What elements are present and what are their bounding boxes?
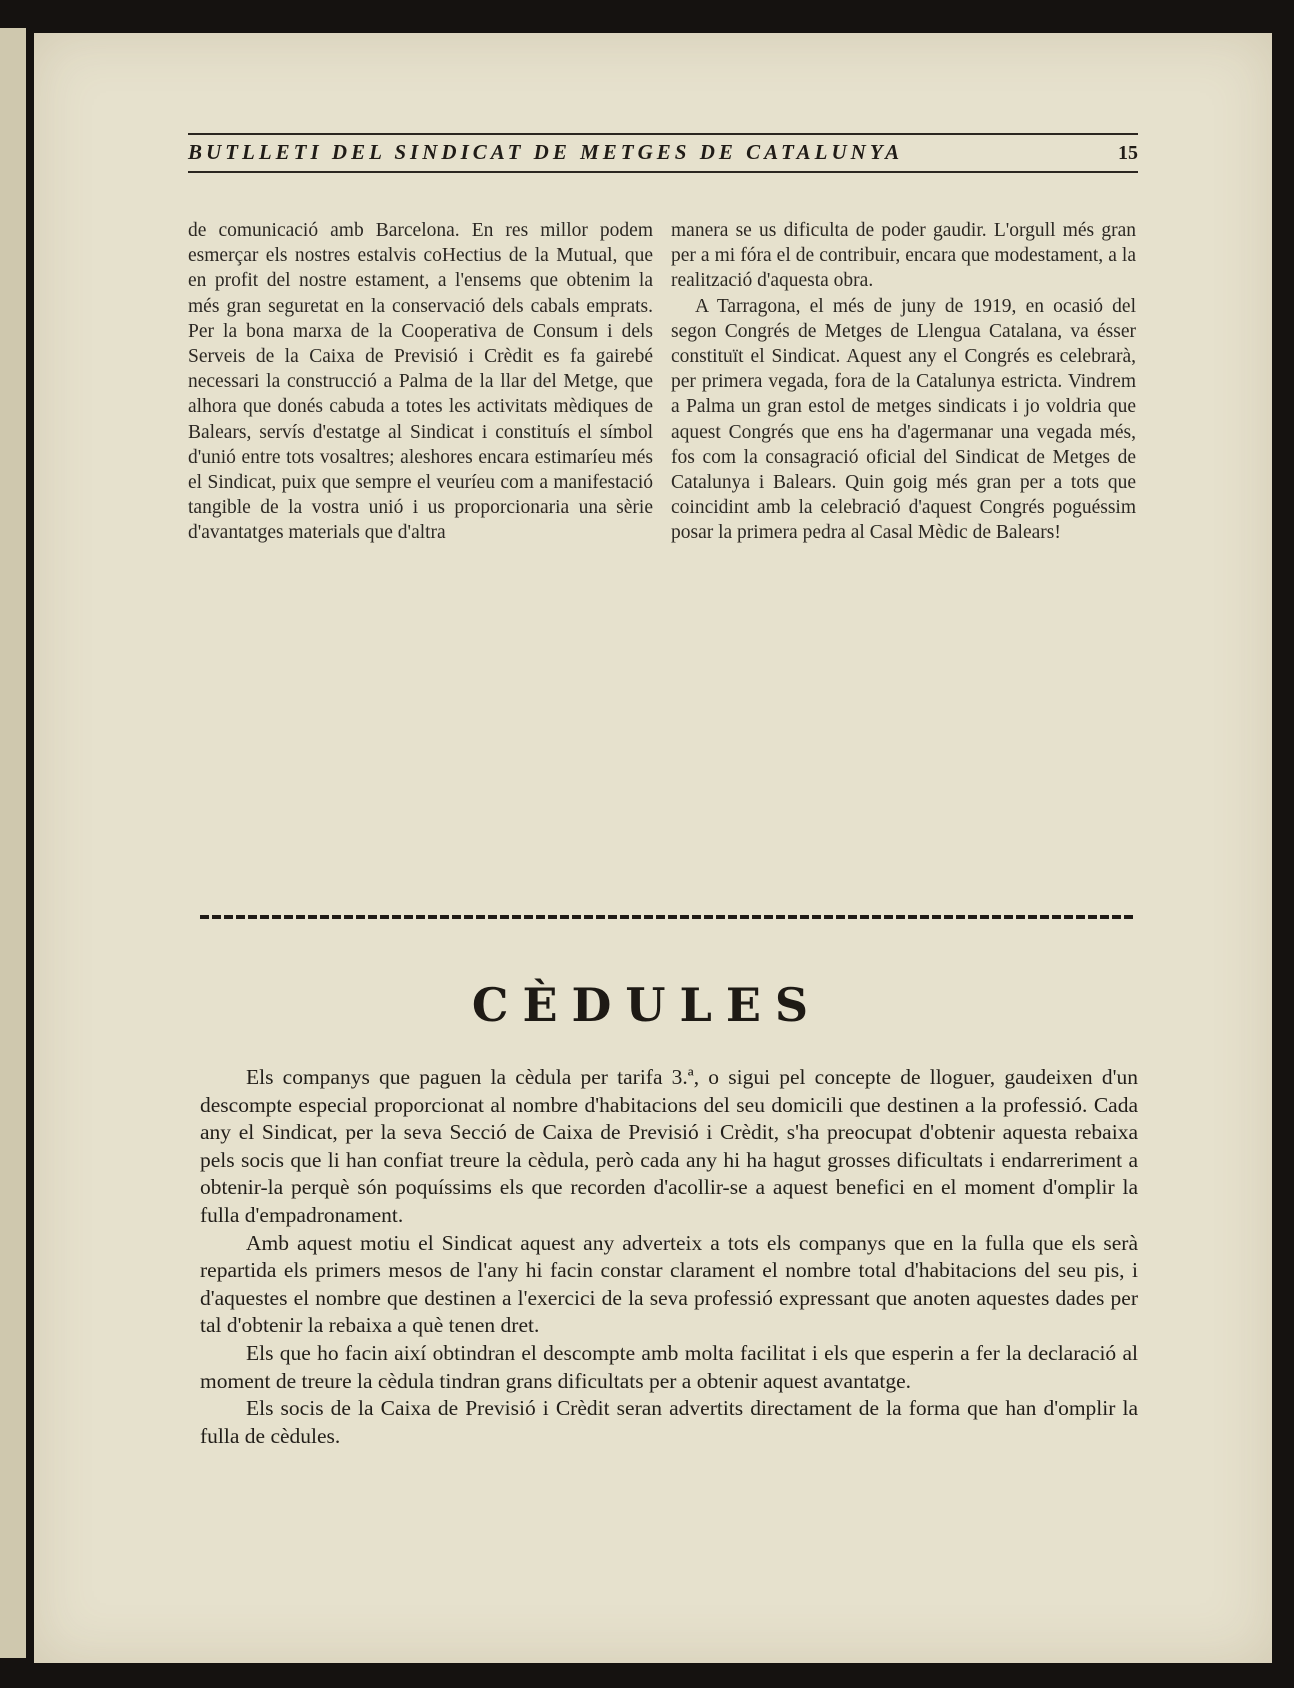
section-paragraph-4: Els socis de la Caixa de Previsió i Crèdit seran advertits directament de la forma que han d'omplir la fulla de cèdules. <box>200 1396 1138 1448</box>
left-column <box>188 218 653 546</box>
header-rule-bottom <box>188 171 1138 173</box>
section-divider <box>200 915 1136 919</box>
running-header <box>188 133 1138 173</box>
page-number: 15 <box>1118 142 1138 164</box>
section-title: CÈDULES <box>471 978 823 1032</box>
two-column-text <box>188 218 1136 546</box>
section-body <box>200 1064 1138 1450</box>
left-paragraph-1: de comunicació amb Barcelona. En res millor podem esmerçar els nostres estalvis coHectius de la Mutual, que en profit del nostre estament, a l'ensems que obtenim la més gran seguretat en la conservació dels cabals emprats. Per la bona marxa de la Cooperativa de Consum i dels Serveis de la Caixa de Previsió i Crèdit es fa gairebé necessari la construcció a Palma de la llar del Metge, que alhora que donés cabuda a totes les activitats mèdiques de Balears, servís d'estatge al Sindicat i constituís el símbol d'unió entre tots vosaltres; aleshores encara estimaríeu més el Sindicat, puix que sempre el veuríeu com a manifestació tangible de la vostra unió i us proporcionaria una sèrie d'avantatges materials que d'altra <box>188 220 653 544</box>
right-paragraph-2: A Tarragona, el més de juny de 1919, en ocasió del segon Congrés de Metges de Llengua Catalana, va ésser constituït el Sindicat. Aquest any el Congrés es celebrarà, per primera vegada, fora de la Catalunya estricta. Vindrem a Palma un gran estol de metges sindicats i jo voldria que aquest Congrés que ens ha d'agermanar una vegada més, fos com la consagració oficial del Sindicat de Metges de Catalunya i Balears. Quin goig més gran per a tots que coincidint amb la celebració d'aquest Congrés poguéssim posar la primera pedra al Casal Mèdic de Balears! <box>671 295 1136 544</box>
section-paragraph-1: Els companys que paguen la cèdula per tarifa 3.ª, o sigui pel concepte de lloguer, gaudeixen d'un descompte especial proporcionat al nombre d'habitacions del seu domicili que destinen a la professió. Cada any el Sindicat, per la seva Secció de Caixa de Previsió i Crèdit, s'ha preocupat d'obtenir aquesta rebaixa pels socis que li han confiat treure la cèdula, però cada any hi ha hagut grosses dificultats i endarreriment a obtenir-la perquè són poquíssims els que recorden d'acollir-se a aquest benefici en el moment d'omplir la fulla d'empadronament. <box>200 1065 1138 1227</box>
adjacent-page-edge <box>0 28 26 1658</box>
header-line <box>188 140 1138 165</box>
right-paragraph-1: manera se us dificulta de poder gaudir. L'orgull més gran per a mi fóra el de contribuir, encara que modestament, a la realització d'aquesta obra. <box>671 220 1136 292</box>
section-paragraph-3: Els que ho facin així obtindran el descompte amb molta facilitat i els que esperin a fer la declaració al moment de treure la cèdula tindran grans dificultats per a obtenir aquest avantatge. <box>200 1340 1138 1393</box>
header-rule-top <box>188 133 1138 135</box>
right-column <box>671 218 1136 546</box>
section-paragraph-2: Amb aquest motiu el Sindicat aquest any adverteix a tots els companys que en la fulla que els serà repartida els primers mesos de l'any hi facin constar clarament el nombre total d'habitacions del seu pis, i d'aquestes el nombre que destinen a l'exercici de la seva professió expressant que anoten aquestes dades per tal d'obtenir la rebaixa a què tenen dret. <box>200 1230 1138 1338</box>
journal-title: BUTLLETI DEL SINDICAT DE METGES DE CATALUNYA <box>188 140 904 164</box>
